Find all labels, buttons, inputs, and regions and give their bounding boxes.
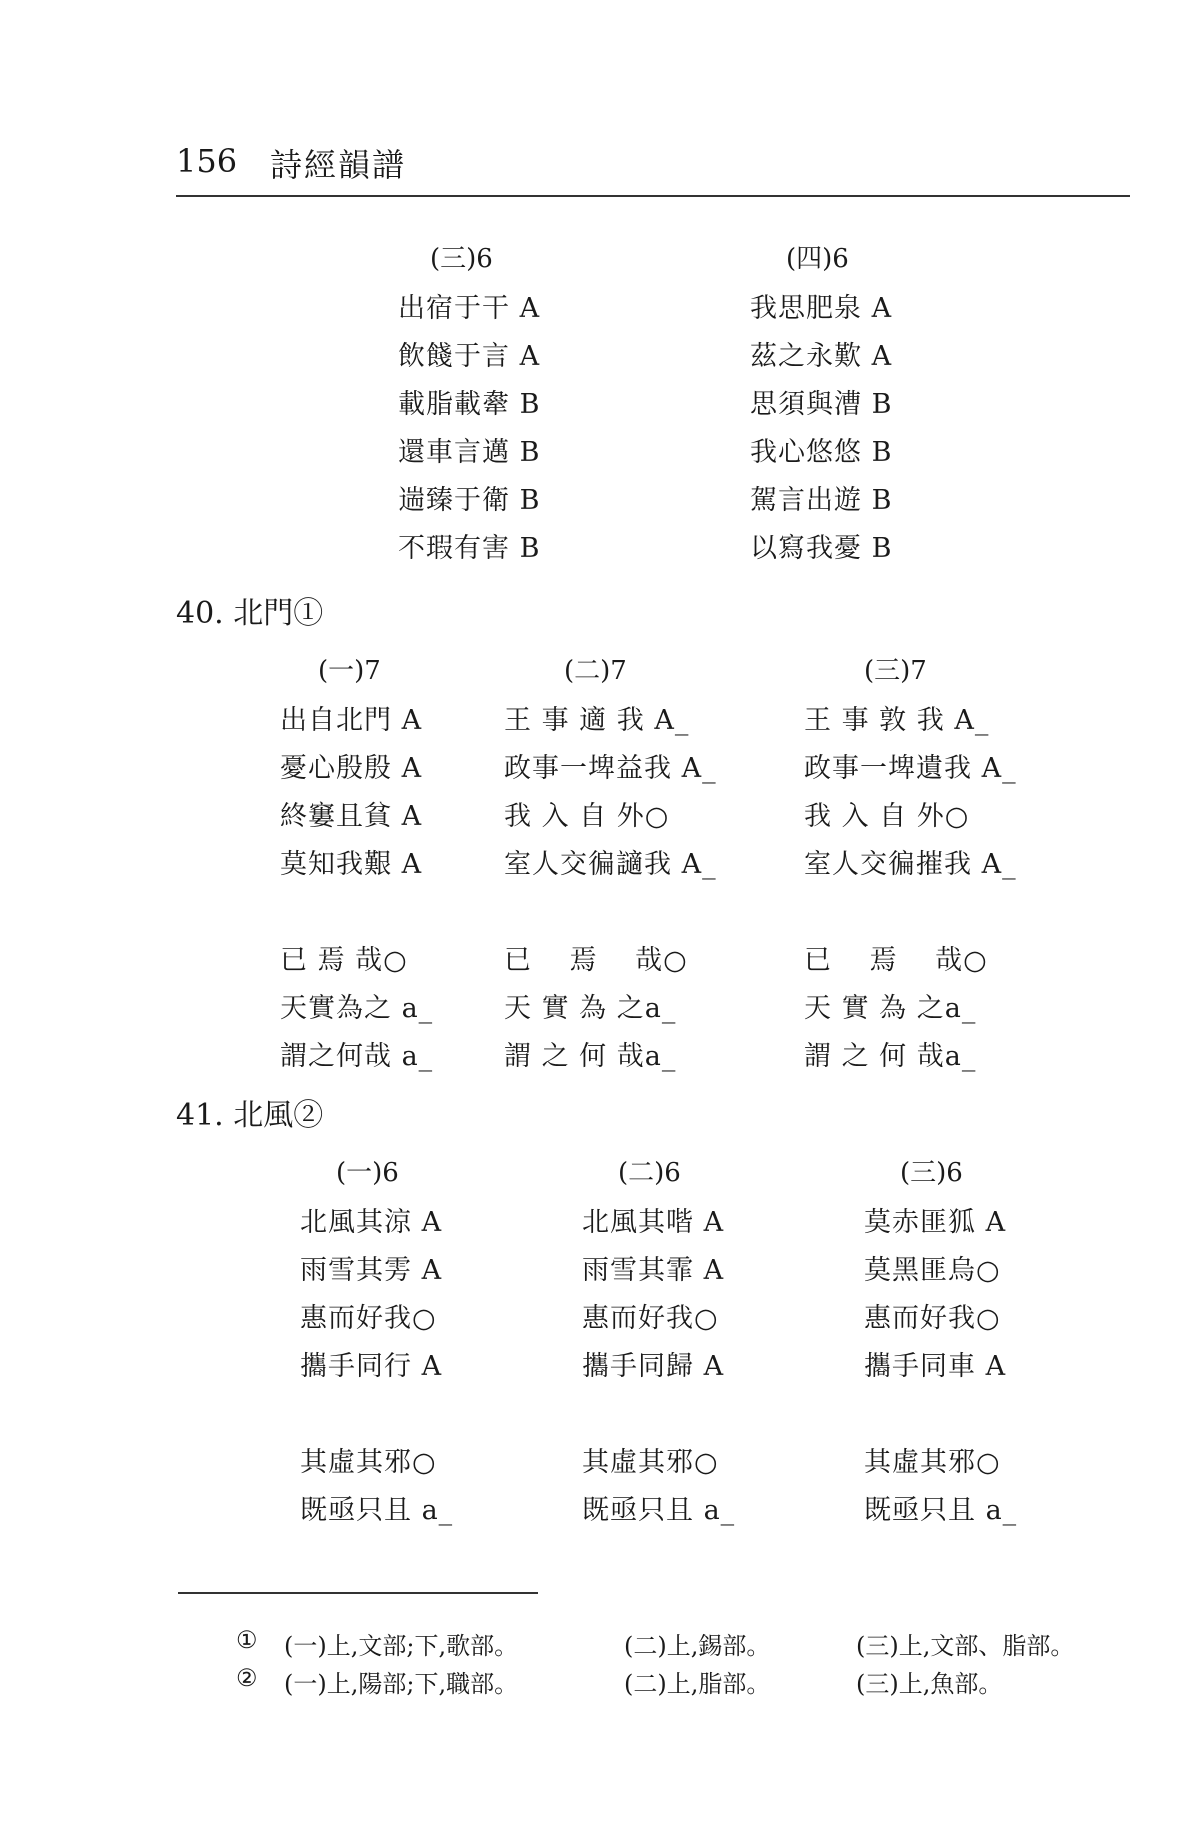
- verse-line: 出宿于干 A: [398, 293, 541, 324]
- footnote-text: (一)上,文部;下,歌部。: [284, 1632, 519, 1660]
- stanza-heading: (四)6: [786, 244, 849, 274]
- verse-line: 其虛其邪○: [582, 1447, 719, 1478]
- verse-line: 我 入 自 外○: [804, 801, 970, 832]
- footnote-divider: [178, 1592, 538, 1594]
- verse-line: 我思肥泉 A: [750, 293, 893, 324]
- footnote-text: (一)上,陽部;下,職部。: [284, 1670, 519, 1698]
- verse-line: 遄臻于衛 B: [398, 485, 541, 516]
- verse-line: 謂 之 何 哉a_: [804, 1041, 977, 1072]
- stanza-heading: (三)7: [864, 656, 927, 686]
- verse-line: 以寫我憂 B: [750, 533, 893, 564]
- verse-line: 謂 之 何 哉a_: [504, 1041, 677, 1072]
- verse-line: 既亟只且 a_: [300, 1495, 454, 1526]
- header-divider: [176, 195, 1130, 197]
- stanza-heading: (二)7: [564, 656, 627, 686]
- section-title-40: 40. 北門①: [176, 596, 324, 631]
- stanza-heading: (三)6: [900, 1158, 963, 1188]
- verse-line: 北風其喈 A: [582, 1207, 725, 1238]
- verse-line: 莫黑匪烏○: [864, 1255, 1001, 1286]
- verse-line: 攜手同車 A: [864, 1351, 1007, 1382]
- footnote-text: (三)上,魚部。: [856, 1670, 1003, 1698]
- footnote-mark: ②: [236, 1664, 258, 1692]
- verse-line: 思須與漕 B: [750, 389, 893, 420]
- verse-line: 惠而好我○: [864, 1303, 1001, 1334]
- verse-line: 謂之何哉 a_: [280, 1041, 434, 1072]
- verse-line: 駕言出遊 B: [750, 485, 893, 516]
- verse-line: 雨雪其霏 A: [582, 1255, 725, 1286]
- verse-line: 既亟只且 a_: [582, 1495, 736, 1526]
- verse-line: 已 焉 哉○: [804, 945, 988, 976]
- verse-line: 不瑕有害 B: [398, 533, 541, 564]
- verse-line: 攜手同行 A: [300, 1351, 443, 1382]
- footnote-text: (二)上,錫部。: [624, 1632, 771, 1660]
- verse-line: 其虛其邪○: [300, 1447, 437, 1478]
- verse-line: 北風其涼 A: [300, 1207, 443, 1238]
- footnote-text: (三)上,文部、脂部。: [856, 1632, 1075, 1660]
- section-title-41: 41. 北風②: [176, 1098, 324, 1133]
- verse-line: 終窶且貧 A: [280, 801, 423, 832]
- verse-line: 室人交徧摧我 A_: [804, 849, 1017, 880]
- verse-line: 莫知我艱 A: [280, 849, 423, 880]
- book-title: 詩經韻譜: [270, 146, 407, 184]
- verse-line: 政事一埤遺我 A_: [804, 753, 1017, 784]
- verse-line: 載脂載舝 B: [398, 389, 541, 420]
- verse-line: 我 入 自 外○: [504, 801, 670, 832]
- page-number: 156: [176, 142, 238, 180]
- verse-line: 天 實 為 之a_: [504, 993, 677, 1024]
- verse-line: 惠而好我○: [582, 1303, 719, 1334]
- verse-line: 出自北門 A: [280, 705, 423, 736]
- verse-line: 憂心殷殷 A: [280, 753, 423, 784]
- verse-line: 已 焉 哉○: [280, 945, 408, 976]
- verse-line: 莫赤匪狐 A: [864, 1207, 1007, 1238]
- verse-line: 室人交徧讁我 A_: [504, 849, 717, 880]
- stanza-heading: (二)6: [618, 1158, 681, 1188]
- verse-line: 雨雪其雱 A: [300, 1255, 443, 1286]
- stanza-heading: (一)6: [336, 1158, 399, 1188]
- footnote-text: (二)上,脂部。: [624, 1670, 771, 1698]
- footnote-mark: ①: [236, 1626, 258, 1654]
- verse-line: 攜手同歸 A: [582, 1351, 725, 1382]
- verse-line: 其虛其邪○: [864, 1447, 1001, 1478]
- verse-line: 王 事 適 我 A_: [504, 705, 690, 736]
- verse-line: 茲之永歎 A: [750, 341, 893, 372]
- verse-line: 惠而好我○: [300, 1303, 437, 1334]
- stanza-heading: (三)6: [430, 244, 493, 274]
- verse-line: 天實為之 a_: [280, 993, 434, 1024]
- verse-line: 政事一埤益我 A_: [504, 753, 717, 784]
- verse-line: 飲餞于言 A: [398, 341, 541, 372]
- stanza-heading: (一)7: [318, 656, 381, 686]
- verse-line: 王 事 敦 我 A_: [804, 705, 990, 736]
- verse-line: 已 焉 哉○: [504, 945, 688, 976]
- verse-line: 還車言邁 B: [398, 437, 541, 468]
- verse-line: 天 實 為 之a_: [804, 993, 977, 1024]
- verse-line: 既亟只且 a_: [864, 1495, 1018, 1526]
- verse-line: 我心悠悠 B: [750, 437, 893, 468]
